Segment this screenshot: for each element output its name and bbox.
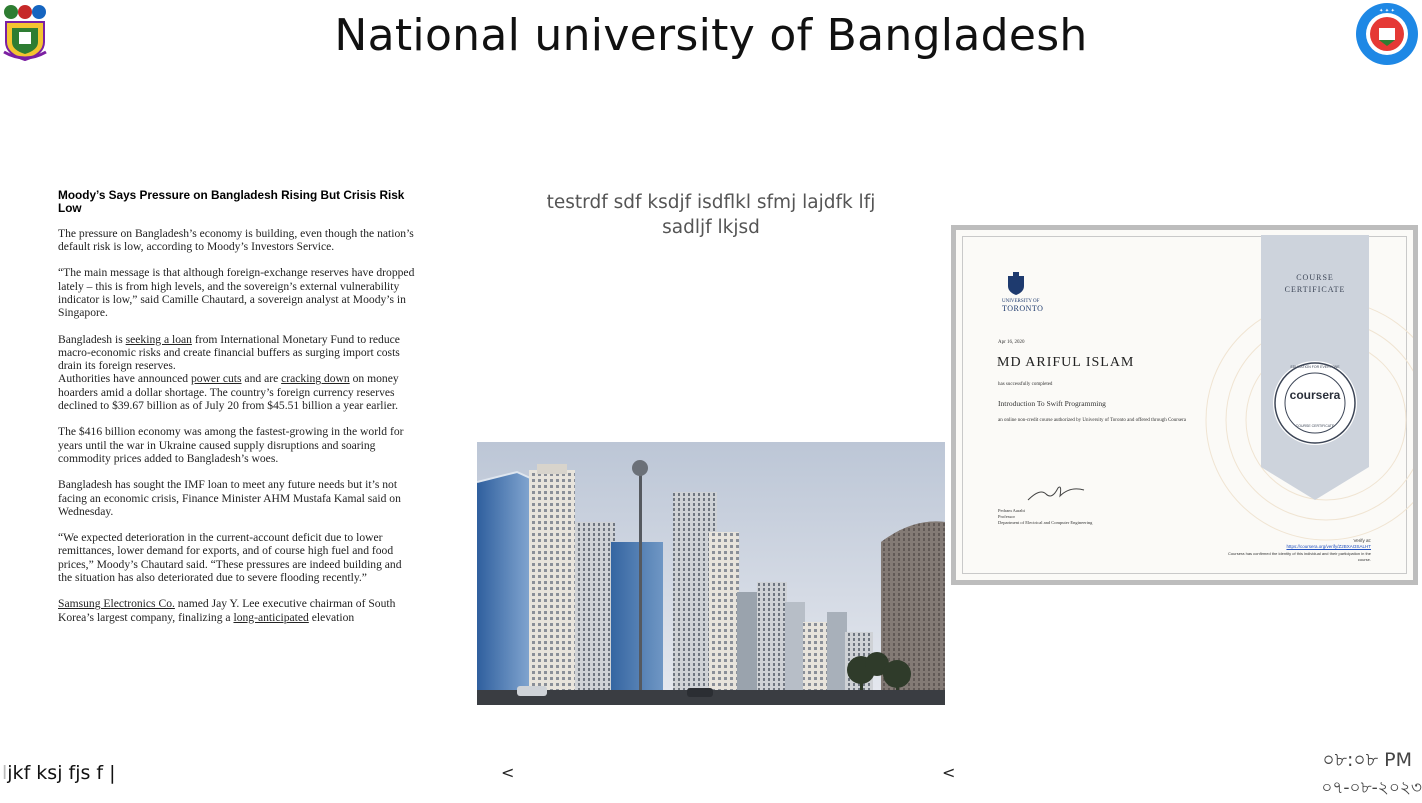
verify-label: Verify at: <box>1353 538 1371 543</box>
page-title: National university of Bangladesh <box>334 10 1088 61</box>
article-headline: Moody’s Says Pressure on Bangladesh Rising But Crisis Risk Low <box>58 188 405 216</box>
article-link[interactable]: power cuts <box>190 372 242 386</box>
signature-icon <box>1026 482 1086 508</box>
university-line1: UNIVERSITY OF <box>1002 299 1040 304</box>
course-title: Introduction To Swift Programming <box>998 399 1106 408</box>
ribbon-line1: COURSE <box>1296 273 1334 282</box>
verify-note: Coursera has confirmed the identity of this individual and their participation in the course. <box>1228 551 1371 562</box>
badge-ring-bottom: COURSE CERTIFICATE <box>1295 424 1335 428</box>
input-value: jkf ksj fjs f | <box>7 762 116 784</box>
article-link[interactable]: seeking a loan <box>125 332 192 346</box>
article-paragraph: Samsung Electronics Co. named Jay Y. Lee executive chairman of South Korea’s largest company, finalizing a long-anticipated elevation <box>58 597 396 624</box>
article-paragraph: Bangladesh is seeking a loan from International Monetary Fund to reduce macro-economic risks and create financial buffers as surging import costs drain its foreign reserves. <box>58 332 400 373</box>
article-paragraph: Bangladesh has sought the IMF loan to meet any future needs but it’s not facing an economic crisis, Finance Minister AHM Mustafa Kamal said on Wednesday. <box>58 478 401 518</box>
ribbon-line2: CERTIFICATE <box>1284 285 1346 294</box>
coursera-badge-text: coursera <box>1289 388 1341 402</box>
signer-title: Professor <box>998 514 1015 519</box>
article-paragraph: “The main message is that although foreign-exchange reserves have dropped lately – this is from high levels, and the sovereign’s external vulnerability indicator is low,” said Camille Chautard, a sovereign analyst at Moody’s in Singapore. <box>58 266 415 320</box>
article-paragraph: “We expected deterioration in the current-account deficit due to lower remittances, lower demand for exports, and of course high fuel and food prices,” Moody’s Chautard said. “These pressures are indeed building and the situation has also deteriorated due to severe flooding recently.” <box>58 531 402 585</box>
university-name: TORONTO <box>1002 304 1044 313</box>
signer-name: Pedram Aarabi <box>998 508 1025 513</box>
text-input[interactable] <box>2 762 116 784</box>
article-paragraph: Authorities have announced power cuts and are cracking down on money hoarders amid a dollar shortage. The country’s foreign currency reserves declined to $39.67 billion as of July 20 from $45.51 billion a year earlier. <box>58 372 399 413</box>
national-university-logo-icon <box>2 2 48 62</box>
article-paragraph: The $416 billion economy was among the fastest-growing in the world for years until the war in Ukraine caused supply disruptions and soaring commodity prices added to Bangladesh’s woes. <box>58 425 404 465</box>
clock-time: ০৮:০৮ PM <box>1322 749 1412 771</box>
article-paragraph: The pressure on Bangladesh’s economy is building, even though the nation’s default risk is low, according to Moody’s Investors Service. <box>58 226 414 254</box>
completed-text: has successfully completed <box>998 382 1053 387</box>
certificate-date: Apr 16, 2020 <box>998 340 1025 345</box>
text-cursor: l <box>2 762 8 784</box>
badge-ring-top: EDUCATION FOR EVERYONE <box>1290 365 1340 369</box>
verify-link[interactable]: https://coursera.org/verify/Z2BXAI3SALHT <box>1286 544 1371 549</box>
previous-arrow-button-2[interactable]: < <box>942 763 956 782</box>
clock-date: ০৭-০৮-২০২৩ <box>1321 778 1422 798</box>
coursera-certificate <box>951 225 1418 585</box>
article-link[interactable]: long-anticipated <box>233 610 309 624</box>
article-link[interactable]: Samsung Electronics Co. <box>58 597 175 611</box>
previous-arrow-button[interactable]: < <box>501 763 515 782</box>
recipient-name: MD ARIFUL ISLAM <box>997 355 1135 370</box>
university-crest-icon <box>1006 272 1026 296</box>
certificate-description: an online non-credit course authorized by University of Toronto and offered through Coursera <box>998 418 1187 423</box>
news-article <box>58 189 418 637</box>
signer-department: Department of Electrical and Computer Engineering <box>998 520 1093 525</box>
slide-caption: testrdf sdf ksdjf isdflkl sfmj lajdfk lfj sadljf lkjsd <box>546 192 876 238</box>
article-link[interactable]: cracking down <box>281 372 350 386</box>
ministry-of-education-seal-icon <box>1355 2 1419 66</box>
svg-text:✦ ✦ ✦: ✦ ✦ ✦ <box>1379 8 1395 14</box>
city-skyline-photo <box>477 442 945 705</box>
